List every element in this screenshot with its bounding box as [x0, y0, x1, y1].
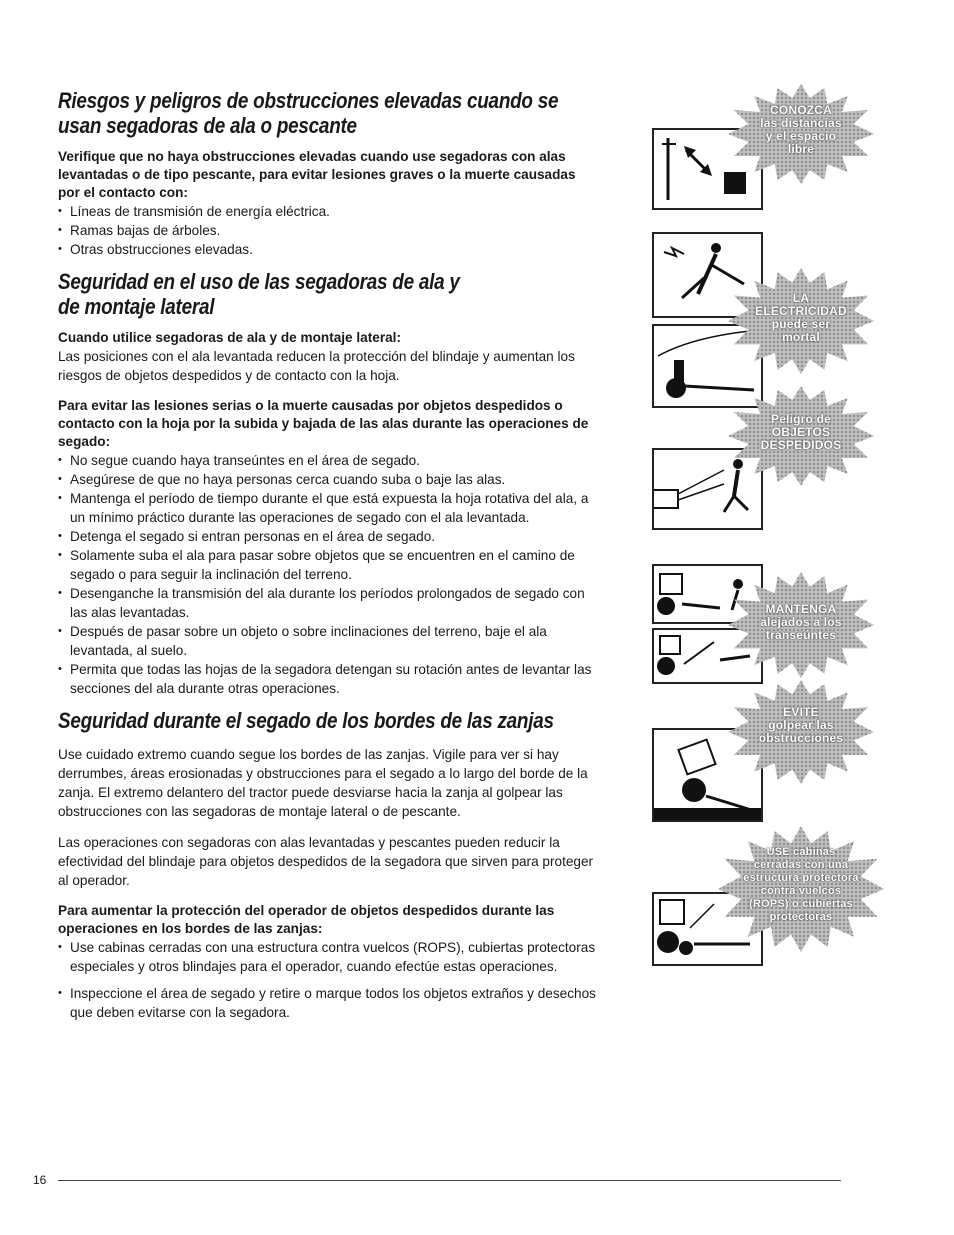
footer-rule: [58, 1180, 841, 1181]
bullet-list-wing: [58, 451, 598, 698]
list-item: • Asegúrese de que no haya personas cerca cuando suba o baje las alas.: [58, 470, 598, 489]
list-item: • Use cabinas cerradas con una estructura contra vuelcos (ROPS), cubiertas protectoras especiales y otros blindajes para el operador, cuando efectúe estas operaciones.: [58, 938, 598, 976]
section-lead2-wing: Para evitar las lesiones serias o la muerte causadas por objetos despedidos o contacto con la hoja por la subida y bajada de las alas durante las operaciones de segado:: [58, 398, 589, 449]
tractor-ditch-icon: [654, 730, 761, 820]
sign-obstructions-pictogram: [652, 728, 763, 822]
bullet-list-ditch: [58, 938, 598, 1022]
section-lead-wing: Cuando utilice segadoras de ala y de montaje lateral:: [58, 330, 401, 345]
section-title-wing: Seguridad en el uso de las segadoras de ala y de montaje lateral: [58, 269, 460, 319]
list-item: • Ramas bajas de árboles.: [58, 221, 598, 240]
sign-thrown-objects-pictogram: [652, 448, 763, 530]
list-item: • Permita que todas las hojas de la segadora detengan su rotación antes de levantar las secciones del ala durante otras operaciones.: [58, 660, 598, 698]
section-title-overhead: Riesgos y peligros de obstrucciones elevadas cuando se usan segadoras de ala o pescante: [58, 88, 559, 138]
page-number: 16: [33, 1173, 47, 1187]
list-item: • Otras obstrucciones elevadas.: [58, 240, 598, 259]
sign-thrown-objects-text: Peligro de OBJETOS DESPEDIDOS: [760, 412, 842, 452]
section-lead-overhead: Verifique que no haya obstrucciones elevadas cuando use segadoras con alas levantadas o de tipo pescante, para evitar lesiones graves o la muerte causadas por el contacto con:: [58, 149, 576, 200]
tractor-bystander-icon: [654, 566, 761, 622]
sign-bystanders-text: MANTENGA alejados a los transeúntes: [760, 602, 842, 642]
list-item: • Desenganche la transmisión del ala durante los períodos prolongados de segado con las alas levantadas.: [58, 584, 598, 622]
list-item: • Líneas de transmisión de energía eléctrica.: [58, 202, 598, 221]
section-paragraph-wing: Las posiciones con el ala levantada reducen la protección del blindaje y aumentan los riesgos de objetos despedidos y de contacto con la hoja.: [58, 349, 575, 383]
list-item: • Inspeccione el área de segado y retire o marque todos los objetos extraños y desechos que deben evitarse con la segadora.: [58, 984, 598, 1022]
section-paragraph2-ditch: Las operaciones con segadoras con alas levantadas y pescantes pueden reducir la efectividad del blindaje para objetos despedidos de la segadora que sirven para proteger al operador.: [58, 835, 594, 888]
sign-electricity-text: LA ELECTRICIDAD puede ser mortal: [755, 291, 847, 344]
list-item: • Detenga el segado si entran personas en el área de segado.: [58, 527, 598, 546]
section-paragraph1-ditch: Use cuidado extremo cuando segue los bordes de las zanjas. Vigile para ver si hay derrumbes, áreas erosionadas y obstrucciones para el segado a lo largo del borde de la zanja. El extremo delantero del tractor puede desviarse hacia la zanja al golpear las obstrucciones con las segadoras de montaje lateral o de pescante.: [58, 747, 588, 819]
thrown-object-person-icon: [654, 450, 761, 528]
list-item: • Después de pasar sobre un objeto o sobre inclinaciones del terreno, baje el ala levantada, al suelo.: [58, 622, 598, 660]
sign-bystanders-pictogram-top: [652, 564, 763, 624]
sign-obstructions-text: EVITE golpear las obstrucciones: [758, 705, 844, 745]
section-title-ditch: Seguridad durante el segado de los bordes de las zanjas: [58, 708, 554, 733]
pole-arrow-icon: [654, 130, 761, 208]
bullet-list-overhead: [58, 202, 598, 259]
sign-distances-text: CONOZCA las distancias y el espacio libre: [760, 103, 842, 156]
section-lead-ditch: Para aumentar la protección del operador de objetos despedidos durante las operaciones en los bordes de las zanjas:: [58, 903, 555, 936]
list-item: • Mantenga el período de tiempo durante el que está expuesta la hoja rotativa del ala, a un mínimo práctico durante las operaciones de segado con el ala levantada.: [58, 489, 598, 527]
list-item: • No segue cuando haya transeúntes en el área de segado.: [58, 451, 598, 470]
text-column: [58, 88, 598, 1032]
sign-rops-text: USE cabinas cerradas con una estructura protectora contra vuelcos (ROPS) o cubiertas protectoras: [743, 846, 859, 923]
list-item: • Solamente suba el ala para pasar sobre objetos que se encuentren en el camino de segado o para seguir la inclinación del terreno.: [58, 546, 598, 584]
